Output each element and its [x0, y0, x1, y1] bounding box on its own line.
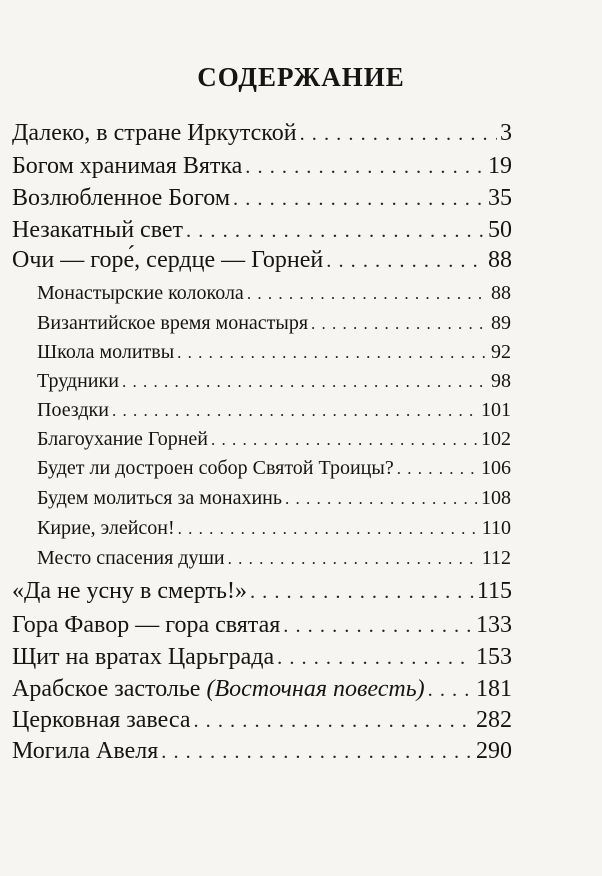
toc-entry-title: Могила Авеля: [12, 738, 159, 764]
dot-leader: [177, 343, 488, 363]
toc-subentry-title: Благоухание Горней: [37, 428, 209, 450]
toc-entry-page: 19: [488, 153, 512, 179]
toc-entry-subtitle: (Восточная повесть): [206, 676, 425, 702]
toc-subentry-page: 106: [481, 457, 511, 479]
page-title: СОДЕРЖАНИЕ: [197, 62, 405, 92]
toc-subentry-title: Поездки: [37, 399, 109, 421]
toc-entry-page: 282: [476, 707, 512, 733]
toc-entry: [12, 185, 512, 212]
toc-subentry: [37, 517, 511, 540]
toc-subentry: [37, 399, 511, 422]
dot-leader: [285, 489, 478, 509]
toc-entry-page: 115: [476, 578, 512, 604]
toc-subentry-page: 89: [491, 312, 511, 334]
dot-leader: [233, 188, 485, 211]
toc-subentry: [37, 428, 511, 451]
dot-leader: [245, 156, 485, 179]
toc-entry: [12, 676, 512, 703]
toc-entry-title: Очи — горе́, сердце — Горней: [12, 247, 324, 273]
toc-subentry-title: Школа молитвы: [37, 341, 175, 363]
toc-entry-page: 35: [488, 185, 512, 211]
toc-subentry-page: 98: [491, 370, 511, 392]
toc-entry-title: Богом хранимая Вятка: [12, 153, 243, 179]
toc-subentry-title: Кирие, элейсон!: [37, 517, 175, 539]
dot-leader: [178, 519, 479, 539]
dot-leader: [250, 581, 474, 604]
toc-subentry-page: 108: [481, 487, 511, 509]
toc-subentry-page: 88: [491, 282, 511, 304]
dot-leader: [428, 679, 473, 702]
dot-leader: [186, 220, 485, 243]
dot-leader: [161, 741, 473, 764]
dot-leader: [300, 123, 497, 146]
toc-subentry-page: 112: [481, 547, 511, 569]
dot-leader: [193, 710, 473, 733]
toc-entry-title: [12, 676, 425, 703]
toc-subentry-page: 92: [491, 341, 511, 363]
toc-entry-title: Церковная завеса: [12, 707, 191, 733]
toc-entry: [12, 738, 512, 765]
toc-subentry-page: 102: [481, 428, 511, 450]
toc-entry: [12, 578, 512, 605]
toc-entry-title: Возлюбленное Богом: [12, 185, 231, 211]
toc-subentry-title: Трудники: [37, 370, 119, 392]
toc-subentry: [37, 457, 511, 480]
toc-entry-page: 3: [500, 120, 512, 146]
dot-leader: [112, 401, 478, 421]
dot-leader: [247, 284, 488, 304]
toc-entry-main-title: Арабское застолье: [12, 676, 201, 702]
toc-subentry: [37, 312, 511, 335]
toc-subentry: [37, 282, 511, 305]
toc-entry: [12, 707, 512, 734]
toc-entry-title: Щит на вратах Царьграда: [12, 644, 275, 670]
dot-leader: [277, 647, 473, 670]
toc-subentry: [37, 370, 511, 393]
toc-subentry: [37, 487, 511, 510]
toc-subentry-title: Будет ли достроен собор Святой Троицы?: [37, 457, 394, 479]
toc-entry: [12, 120, 512, 147]
toc-entry-page: 181: [476, 676, 512, 702]
toc-entry-title: Незакатный свет: [12, 217, 184, 243]
toc-entry-page: 290: [476, 738, 512, 764]
toc-entry-title: Далеко, в стране Иркутской: [12, 120, 297, 146]
toc-entry-page: 50: [488, 217, 512, 243]
toc-entry-title: «Да не усну в смерть!»: [12, 578, 247, 604]
toc-subentry: [37, 547, 511, 570]
dot-leader: [228, 549, 479, 569]
toc-entry: [12, 247, 512, 274]
toc-entry: [12, 612, 512, 639]
toc-subentry-title: Место спасения души: [37, 547, 225, 569]
dot-leader: [122, 372, 488, 392]
dot-leader: [326, 250, 485, 273]
dot-leader: [283, 615, 473, 638]
dot-leader: [311, 314, 488, 334]
toc-subentry: [37, 341, 511, 364]
toc-subentry-page: 101: [481, 399, 511, 421]
toc-entry-page: 153: [476, 644, 512, 670]
toc-subentry-title: Будем молиться за монахинь: [37, 487, 282, 509]
toc-entry: [12, 153, 512, 180]
toc-entry: [12, 217, 512, 244]
dot-leader: [211, 430, 478, 450]
toc-entry-page: 88: [488, 247, 512, 273]
toc-entry-title: Гора Фавор — гора святая: [12, 612, 281, 638]
toc-subentry-title: Византийское время монастыря: [37, 312, 309, 334]
toc-entry: [12, 644, 512, 671]
toc-entry-page: 133: [476, 612, 512, 638]
toc-subentry-page: 110: [481, 517, 511, 539]
dot-leader: [397, 459, 478, 479]
toc-subentry-title: Монастырские колокола: [37, 282, 244, 304]
